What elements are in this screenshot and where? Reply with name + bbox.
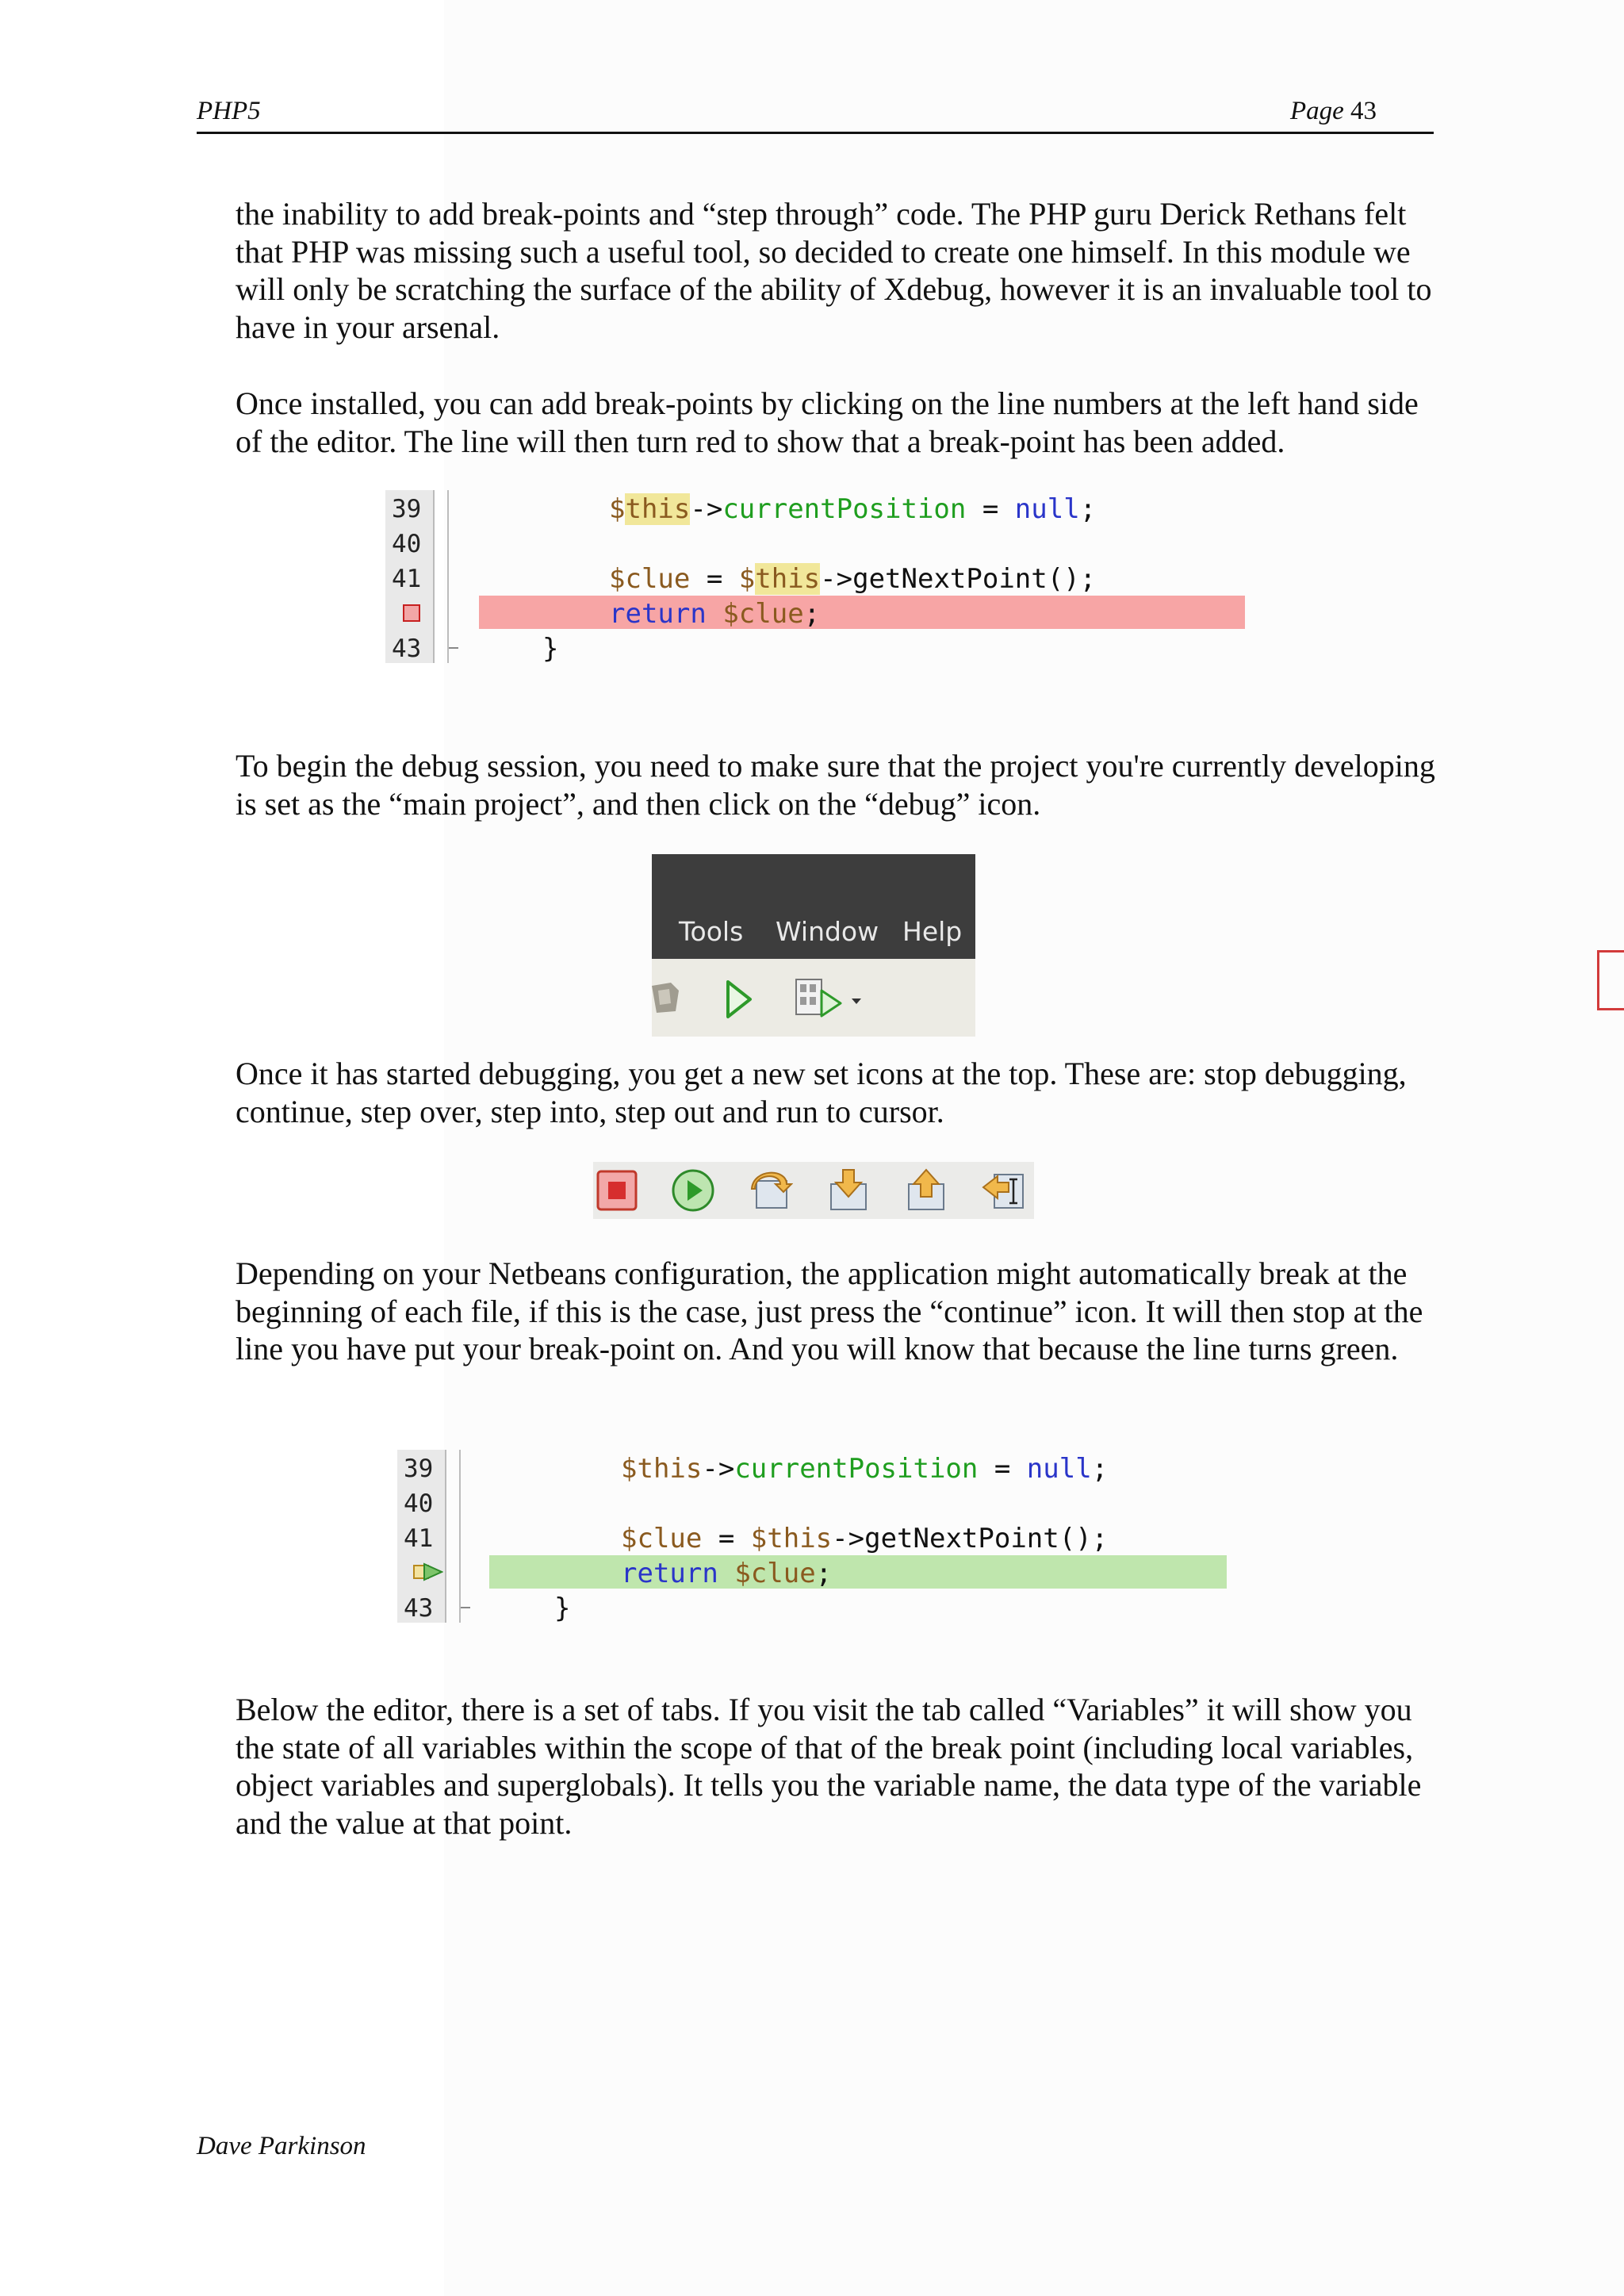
- code-line-42: return $clue;: [609, 598, 821, 630]
- fold-line: [447, 490, 449, 663]
- code-screenshot-breakpoint: [385, 490, 1250, 666]
- paragraph-variables-tab: Below the editor, there is a set of tabs. If you visit the tab called “Variables” it will show you the state of all variables within the scope of that of the break point (including local variables, object variables and superglobals). It tells you the variable name, the data type of the variable and the value at that point.: [236, 1692, 1422, 1841]
- breakpoint-icon[interactable]: [403, 604, 420, 622]
- line-number[interactable]: 41: [392, 565, 422, 593]
- line-number[interactable]: 40: [392, 530, 422, 558]
- menu-item-tools[interactable]: Tools: [679, 916, 744, 947]
- paragraph-xdebug-intro: the inability to add break-points and “step through” code. The PHP guru Derick Rethans felt that PHP was missing such a useful tool, so decided to create one himself. In this module we will only be scratching the surface of the ability of Xdebug, however it is an invaluable tool to have in your arsenal.: [236, 196, 1432, 345]
- line-number[interactable]: 39: [404, 1455, 434, 1483]
- main-toolbar: [652, 959, 975, 1037]
- code-line-43: }: [554, 1593, 571, 1624]
- step-into-icon[interactable]: [826, 1168, 871, 1213]
- code-screenshot-current-line: [397, 1450, 1238, 1626]
- code-line-41: $clue = $this->getNextPoint();: [621, 1523, 1109, 1554]
- page-number: 43: [1350, 97, 1377, 125]
- build-icon[interactable]: [652, 979, 684, 1016]
- page-header: [197, 94, 1434, 134]
- header-title: PHP5: [197, 97, 261, 125]
- run-to-cursor-icon[interactable]: [982, 1168, 1026, 1213]
- header-page-number: [1290, 97, 1377, 126]
- continue-icon[interactable]: [671, 1168, 715, 1213]
- breakpoint-line-highlight: [479, 596, 1245, 629]
- step-over-icon[interactable]: [749, 1168, 793, 1213]
- fold-marker: [449, 647, 458, 649]
- fold-line: [459, 1450, 461, 1623]
- line-number[interactable]: 40: [404, 1489, 434, 1518]
- current-line-arrow-icon: [413, 1561, 443, 1583]
- code-line-41: $clue = $this->getNextPoint();: [609, 563, 1097, 595]
- margin-marker: [1597, 950, 1624, 1010]
- header-page-label: Page: [1289, 97, 1344, 125]
- current-line-highlight: [489, 1555, 1227, 1589]
- step-out-icon[interactable]: [904, 1168, 948, 1213]
- code-line-39: $this->currentPosition = null;: [621, 1453, 1109, 1485]
- menu-item-window[interactable]: Window: [776, 916, 879, 947]
- paragraph-debug-icons: Once it has started debugging, you get a new set icons at the top. These are: stop debugging, continue, step over, step into, step out and run to cursor.: [236, 1056, 1407, 1129]
- code-line-42: return $clue;: [621, 1558, 833, 1589]
- fold-marker: [461, 1607, 470, 1608]
- menu-toolbar-screenshot: [652, 854, 975, 1037]
- paragraph-breakpoints: Once installed, you can add break-points by clicking on the line numbers at the left hand side of the editor. The line will then turn red to show that a break-point has been added.: [236, 385, 1419, 459]
- page-footer-author: Dave Parkinson: [197, 2132, 366, 2160]
- line-number[interactable]: 41: [404, 1524, 434, 1553]
- stop-debugging-icon[interactable]: [595, 1168, 639, 1213]
- paragraph-debug-session: To begin the debug session, you need to make sure that the project you're currently developing is set as the “main project”, and then click on the “debug” icon.: [236, 748, 1435, 822]
- line-number[interactable]: 43: [404, 1594, 434, 1623]
- run-icon[interactable]: [725, 979, 753, 1019]
- line-number[interactable]: 39: [392, 495, 422, 523]
- code-line-43: }: [542, 633, 559, 665]
- debug-icon[interactable]: [795, 976, 866, 1021]
- menu-item-help[interactable]: Help: [902, 916, 963, 947]
- code-line-39: $this->currentPosition = null;: [609, 493, 1097, 525]
- debug-toolbar: [593, 1162, 1034, 1219]
- paragraph-break-continue: Depending on your Netbeans configuration, the application might automatically break at the beginning of each file, if this is the case, just press the “continue” icon. It will then stop at the line you have put your break-point on. And you will know that because the line turns green.: [236, 1255, 1423, 1366]
- line-number[interactable]: 43: [392, 634, 422, 663]
